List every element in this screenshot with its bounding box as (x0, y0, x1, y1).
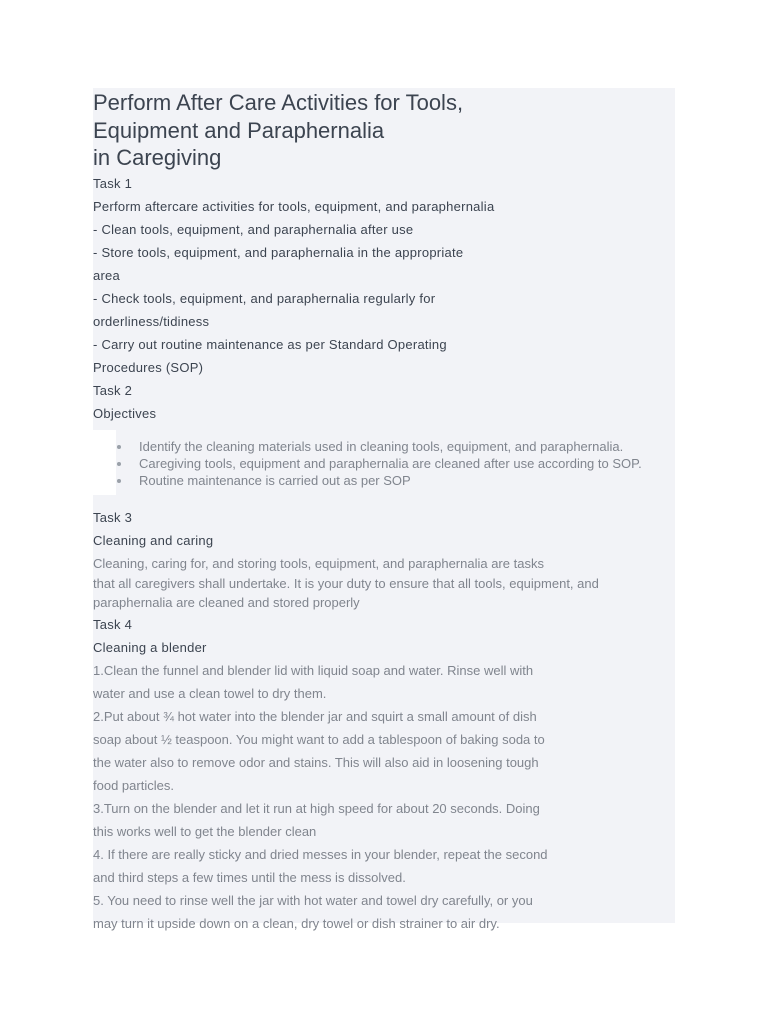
task4-step-line: 4. If there are really sticky and dried messes in your blender, repeat the second (93, 846, 548, 862)
task4-step-line: 5. You need to rinse well the jar with hot water and towel dry carefully, or you (93, 892, 533, 908)
bullet-icon (117, 479, 121, 483)
task3-heading: Cleaning and caring (93, 532, 214, 548)
task2-label: Task 2 (93, 382, 133, 398)
task4-step-line: water and use a clean towel to dry them. (93, 685, 327, 701)
task1-item: - Carry out routine maintenance as per Standard Operating (93, 336, 447, 352)
task1-item: orderliness/tidiness (93, 313, 210, 329)
objective-item (139, 472, 675, 489)
objective-text: Routine maintenance is carried out as per SOP (139, 473, 411, 489)
task4-step-line: the water also to remove odor and stains. This will also aid in loosening tough (93, 754, 539, 770)
objective-text: Caregiving tools, equipment and paraphernalia are cleaned after use according to SOP. (139, 455, 642, 471)
task4-step-line: this works well to get the blender clean (93, 823, 317, 839)
task1-item: - Check tools, equipment, and paraphernalia regularly for (93, 290, 436, 306)
title-line: in Caregiving (93, 145, 222, 170)
task4-step-line: 2.Put about ¾ hot water into the blender jar and squirt a small amount of dish (93, 708, 537, 724)
objective-text: Identify the cleaning materials used in cleaning tools, equipment, and paraphernalia. (139, 438, 624, 454)
document-content (93, 88, 675, 935)
task1-item: area (93, 267, 121, 283)
task4-step-line: and third steps a few times until the mess is dissolved. (93, 869, 406, 885)
task1-heading: Perform aftercare activities for tools, equipment, and paraphernalia (93, 198, 495, 214)
title-line: Perform After Care Activities for Tools, (93, 90, 464, 115)
task4-label: Task 4 (93, 616, 133, 632)
task3-paragraph-line: paraphernalia are cleaned and stored properly (93, 594, 360, 610)
objective-item (139, 438, 675, 455)
task1-label: Task 1 (93, 175, 133, 191)
task4-step-line: 3.Turn on the blender and let it run at high speed for about 20 seconds. Doing (93, 800, 540, 816)
task1-item: Procedures (SOP) (93, 359, 204, 375)
title-line: Equipment and Paraphernalia (93, 117, 385, 143)
bullet-icon (117, 445, 121, 449)
task1-item: - Store tools, equipment, and paraphernalia in the appropriate (93, 244, 464, 260)
task1-item: - Clean tools, equipment, and paraphernalia after use (93, 221, 414, 237)
task3-paragraph-line: Cleaning, caring for, and storing tools, equipment, and paraphernalia are tasks (93, 555, 544, 571)
task4-heading: Cleaning a blender (93, 639, 207, 655)
document-title (93, 88, 675, 172)
task4-step-line: soap about ½ teaspoon. You might want to add a tablespoon of baking soda to (93, 731, 545, 747)
task4-step-line: food particles. (93, 777, 174, 793)
bullet-icon (117, 462, 121, 466)
task4-step-line: may turn it upside down on a clean, dry towel or dish strainer to air dry. (93, 915, 500, 931)
task2-heading: Objectives (93, 405, 157, 421)
task4-step-line: 1.Clean the funnel and blender lid with liquid soap and water. Rinse well with (93, 662, 534, 678)
objective-item (139, 455, 675, 472)
task3-label: Task 3 (93, 509, 133, 525)
objectives-list (93, 430, 675, 495)
task3-paragraph-line: that all caregivers shall undertake. It is your duty to ensure that all tools, equipment, and (93, 575, 599, 591)
